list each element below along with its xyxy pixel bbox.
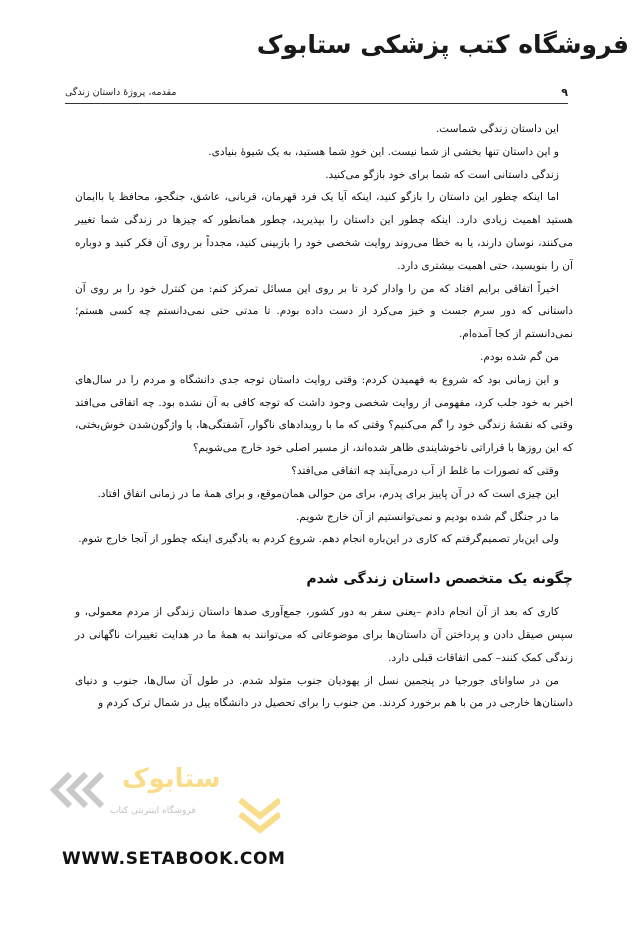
paragraph: ما در جنگل گم شده بودیم و نمی‌توانستیم از آن خارج شویم. (295, 510, 559, 523)
paragraph: وقتی که تصورات ما غلط از آب درمی‌آیند چه اتفاقی می‌افتد؟ (291, 464, 559, 477)
store-title: فروشگاه کتب پزشکی ستابوک (256, 30, 629, 59)
running-head (65, 83, 568, 101)
paragraph: این داستان زندگی شماست. (435, 123, 559, 135)
site-url-prefix: WWW.SETA (62, 849, 176, 869)
paragraph: من در ساوانای جورجیا در پنجمین نسل از یهودیان جنوب متولد شدم. در طول آن سال‌ها، جنوب و دنیای داستان‌ها خارجی در من با هم برخورد کردند. من جنوب را برای تحصیل در دانشگاه ییل در شمال ترک کردم و (75, 674, 573, 710)
setabook-watermark (40, 756, 280, 846)
paragraph: این چیزی است که در آن پاییز برای پدرم، برای من حوالی همان‌موقع، و برای همهٔ ما در زمانی اتفاق افتاد. (97, 487, 559, 500)
paragraph: کاری که بعد از آن انجام دادم –یعنی سفر به دور کشور، جمع‌آوری صدها داستان زندگی از مردم معمولی، و سپس صیقل دادن و پرداختن آن داستان‌ها برای موضوعاتی که می‌توانند به همهٔ ما در هدایت تغییرات ناگهانی در زندگی کمک کنند– کمی اتفاقات قبلی دارد. (75, 606, 573, 664)
paragraph: و این داستان تنها بخشی از شما نیست. این خودِ شما هستید، به یک شیوهٔ بنیادی. (208, 145, 559, 158)
watermark-brand: ستابوک (122, 764, 221, 794)
page-body (75, 118, 573, 715)
paragraph: اما اینکه چطور این داستان را بازگو کنید، اینکه آیا یک فرد قهرمان، قربانی، عاشق، جنگجو، محافظ یا باایمان هستید اهمیت زیادی دارد. اینکه چطور این داستان را بپذیرید، چطور همانطور که چیزها در زندگی شما تغییر می‌کنند، نوسان دارند، یا به خطا می‌روند روایت شخصی خود را بازبینی کنید، مجدداً بر روی آن فکر کنید و دوباره آن را بنویسید، حتی اهمیت بیشتری دارد. (75, 191, 573, 272)
header-divider (65, 103, 568, 104)
paragraph: ولی این‌بار تصمیم‌گرفتم که کاری در این‌باره انجام دهم. شروع کردم به یادگیری اینکه چطور از آنجا خارج شوم. (78, 533, 559, 546)
paragraph: من گم شده بودم. (480, 350, 559, 363)
page-number: ۹ (561, 85, 568, 99)
paragraph: زندگی داستانی است که شما برای خود بازگو می‌کنید. (325, 168, 559, 181)
paragraph: اخیراً اتفاقی برایم افتاد که من را وادار کرد تا بر روی این مسائل تمرکز کنم: من کنترل خود را بر روی آن داستانی که دور سرم جست و خیز می‌کرد از دست داده بودم. تا مدتی حتی نمی‌دانستم چه کسی هستم؛ نمی‌دانستم از کجا آمده‌ام. (75, 282, 573, 341)
paragraph: و این زمانی بود که شروع به فهمیدن کردم: وقتی روایت داستان توجه جدی دانشگاه و مردم را در سال‌های اخیر به خود جلب کرد، مفهومی از روایت شخصی وجود داشت که توجه کافی به آن نشده بود. چه اتفاقی می‌افتد وقتی که نقشهٔ زندگی خود را گم می‌کنیم؟ وقتی که ما با رویدادهای ناگوار، آشفتگی‌ها، یا واژگون‌شدن خوش‌بختی، که این روزها با قراراتی ناخوشایندی ظاهر شده‌اند، از مسیر اصلی خود خارج می‌شویم؟ (75, 373, 573, 455)
site-url (62, 849, 286, 869)
section-heading: چگونه یک متخصص داستان زندگی شدم (306, 571, 573, 588)
running-title: مقدمه، پروژهٔ داستان زندگی (65, 86, 177, 98)
watermark-tagline: فروشگاه اینترنتی کتاب (110, 806, 196, 816)
site-url-suffix: BOOK.COM (175, 849, 286, 869)
